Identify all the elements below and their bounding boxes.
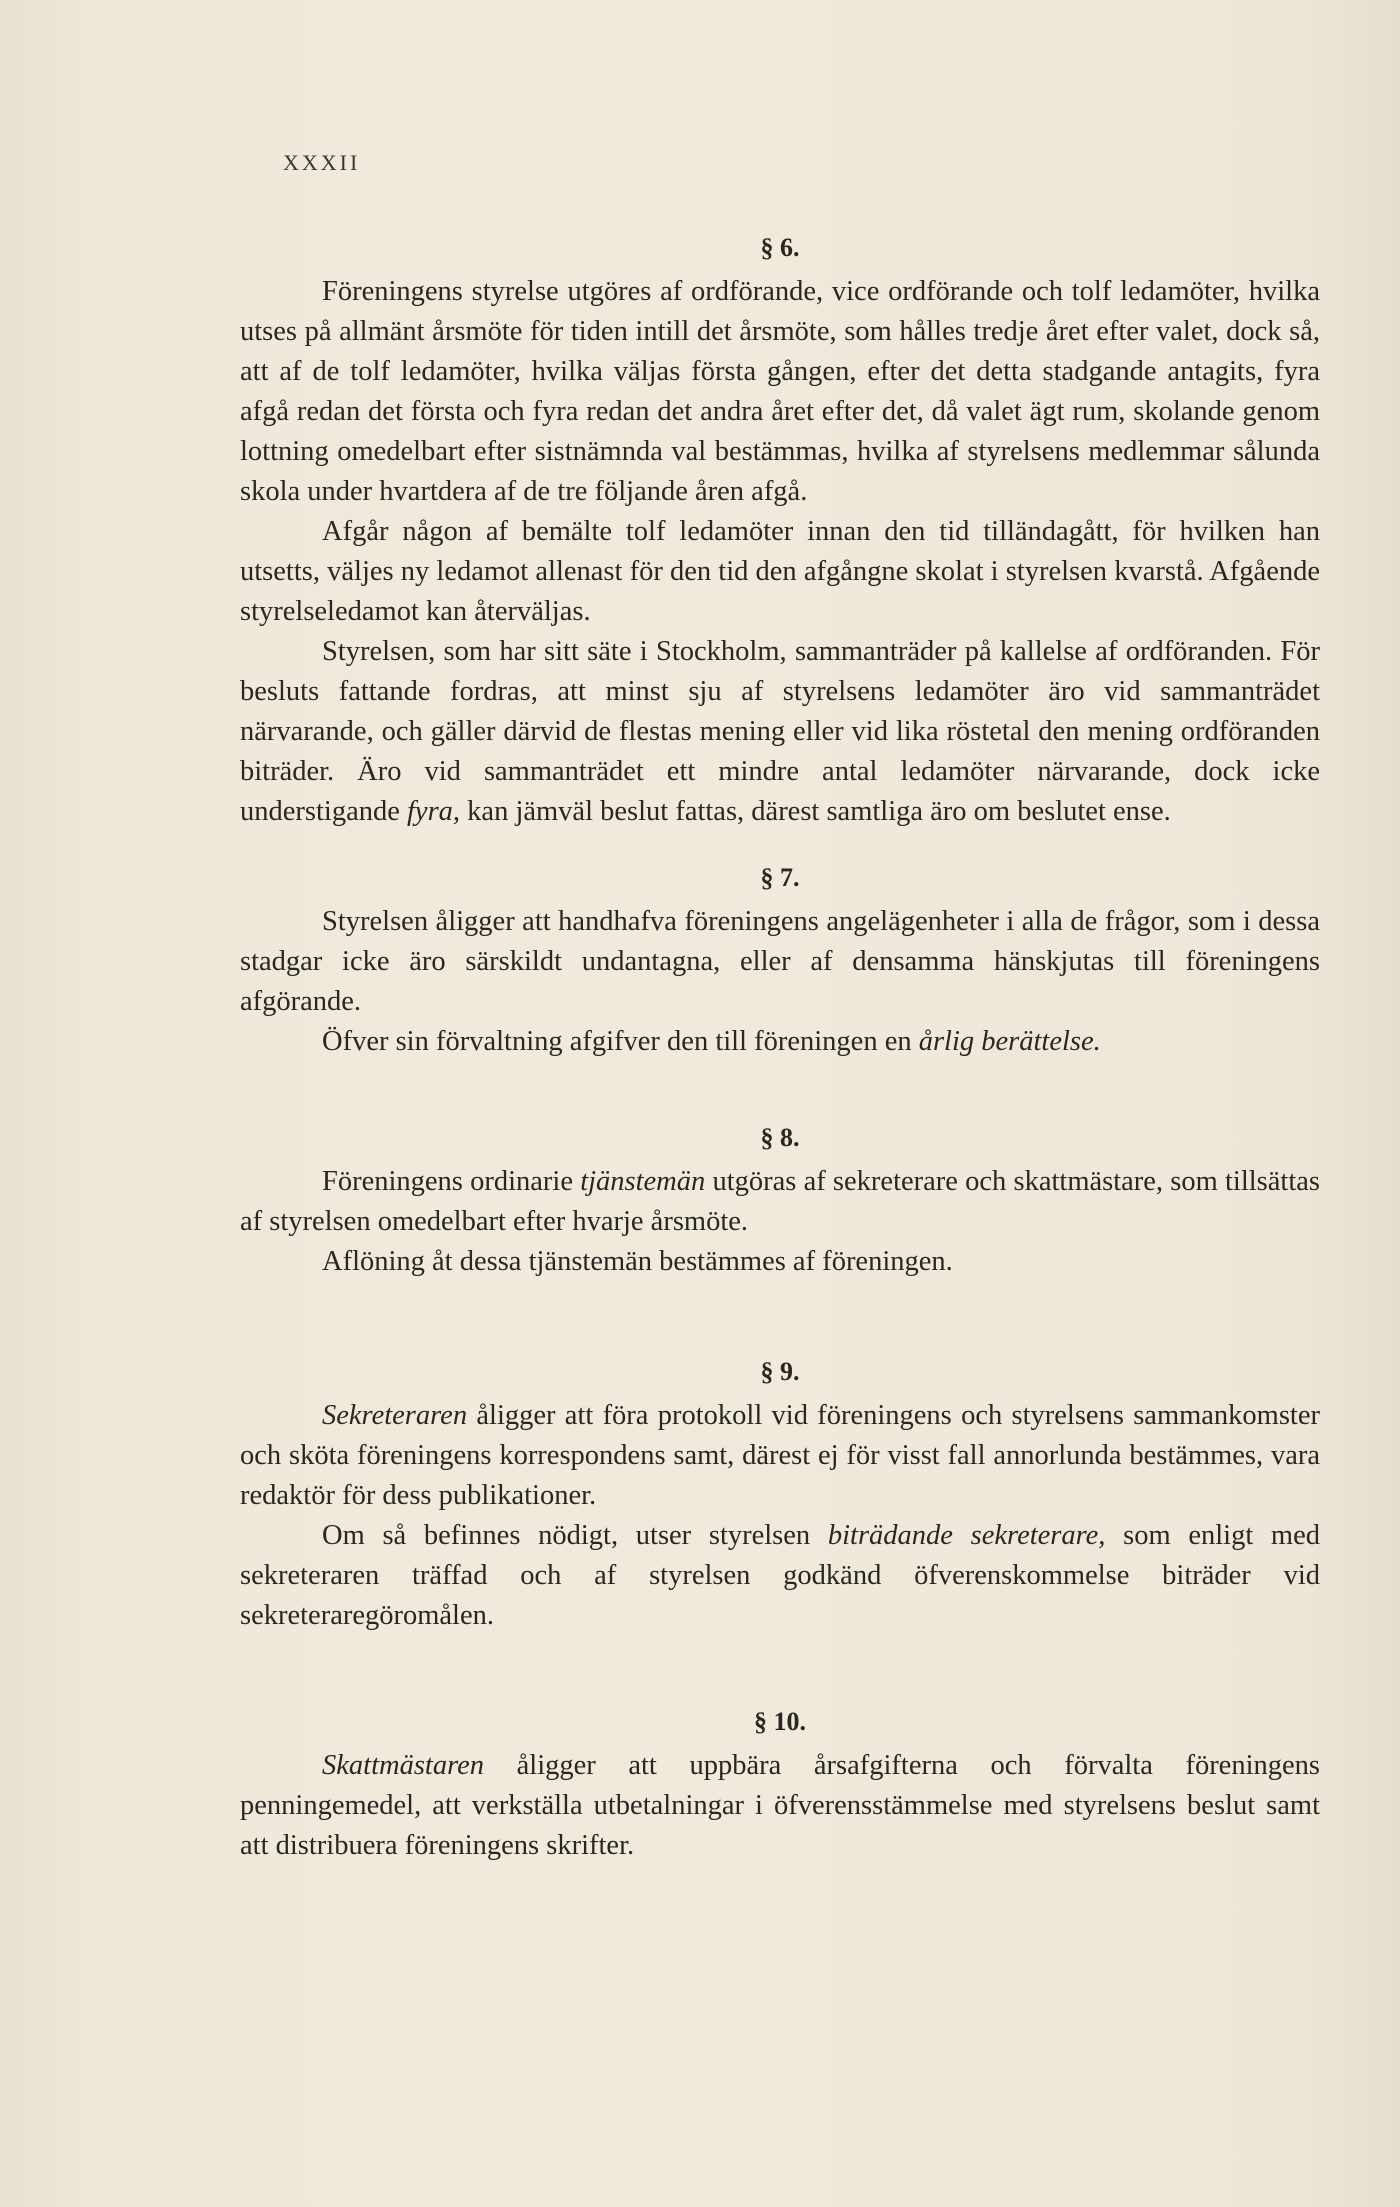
- paragraph: Föreningens styrelse utgöres af ordförande, vice ordförande och tolf ledamöter, hvilka utses på allmänt årsmöte för tiden intill det årsmöte, som hålles tredje året efter valet, dock så, att af de tolf ledamöter, hvilka väljas första gången, efter det detta stadgande antagits, fyra afgå redan det första och fyra redan det andra året efter det, då valet ägt rum, skolande genom lottning omedelbart efter sistnämnda val bestämmas, hvilka af styrelsens medlemmar sålunda skola under hvartdera af de tre följande åren afgå.: [240, 276, 1320, 507]
- section-heading-6: § 6.: [760, 233, 800, 262]
- paragraph: Om så befinnes nödigt, utser styrelsen biträdande sekreterare, som enligt med sekreteraren träffad och af styrelsen godkänd öfverenskommelse biträder vid sekreteraregöromålen.: [240, 1520, 1320, 1631]
- page-number: XXXII: [283, 150, 361, 175]
- body-text: [240, 228, 1320, 1866]
- paragraph: Styrelsen åligger att handhafva föreningens angelägenheter i alla de frågor, som i dessa stadgar icke äro särskildt undantagna, eller af densamma hänskjutas till föreningens afgörande.: [240, 906, 1320, 1017]
- paragraph: Föreningens ordinarie tjänstemän utgöras af sekreterare och skattmästare, som tillsättas af styrelsen omedelbart efter hvarje årsmöte.: [240, 1166, 1320, 1237]
- emphasis: Sekreteraren: [322, 1400, 468, 1431]
- emphasis: biträdande sekreterare,: [827, 1520, 1106, 1551]
- paragraph: Afgår någon af bemälte tolf ledamöter innan den tid tilländagått, för hvilken han utsetts, väljes ny ledamot allenast för den tid den afgångne skolat i styrelsen kvarstå. Afgående styrelseledamot kan återväljas.: [240, 516, 1320, 627]
- paragraph: Aflöning åt dessa tjänstemän bestämmes af föreningen.: [322, 1246, 953, 1277]
- paragraph: Sekreteraren åligger att föra protokoll vid föreningens och styrelsens sammankomster och sköta föreningens korrespondens samt, därest ej för visst fall annorlunda bestämmes, vara redaktör för dess publikationer.: [240, 1400, 1320, 1511]
- paragraph: Skattmästaren åligger att uppbära årsafgifterna och förvalta föreningens penningemedel, att verkställa utbetalningar i öfverensstämmelse med styrelsens beslut samt att distribuera föreningens skrifter.: [240, 1750, 1320, 1861]
- paragraph: Öfver sin förvaltning afgifver den till föreningen en årlig berättelse.: [322, 1026, 1101, 1057]
- section-heading-10: § 10.: [754, 1707, 806, 1736]
- section-heading-8: § 8.: [760, 1123, 800, 1152]
- emphasis: Skattmästaren: [322, 1750, 485, 1781]
- emphasis: tjänstemän: [580, 1166, 706, 1197]
- emphasis: årlig berättelse.: [918, 1026, 1101, 1057]
- paragraph: Styrelsen, som har sitt säte i Stockholm, sammanträder på kallelse af ordföranden. För besluts fattande fordras, att minst sju af styrelsens ledamöter äro vid sammanträdet närvarande, och gäller därvid de flestas mening eller vid lika röstetal den mening ordföranden biträder. Äro vid sammanträdet ett mindre antal ledamöter närvarande, dock icke understigande fyra, kan jämväl beslut fattas, därest samtliga äro om beslutet ense.: [240, 636, 1320, 827]
- section-heading-7: § 7.: [760, 863, 800, 892]
- section-heading-9: § 9.: [760, 1357, 800, 1386]
- emphasis: fyra,: [407, 796, 461, 827]
